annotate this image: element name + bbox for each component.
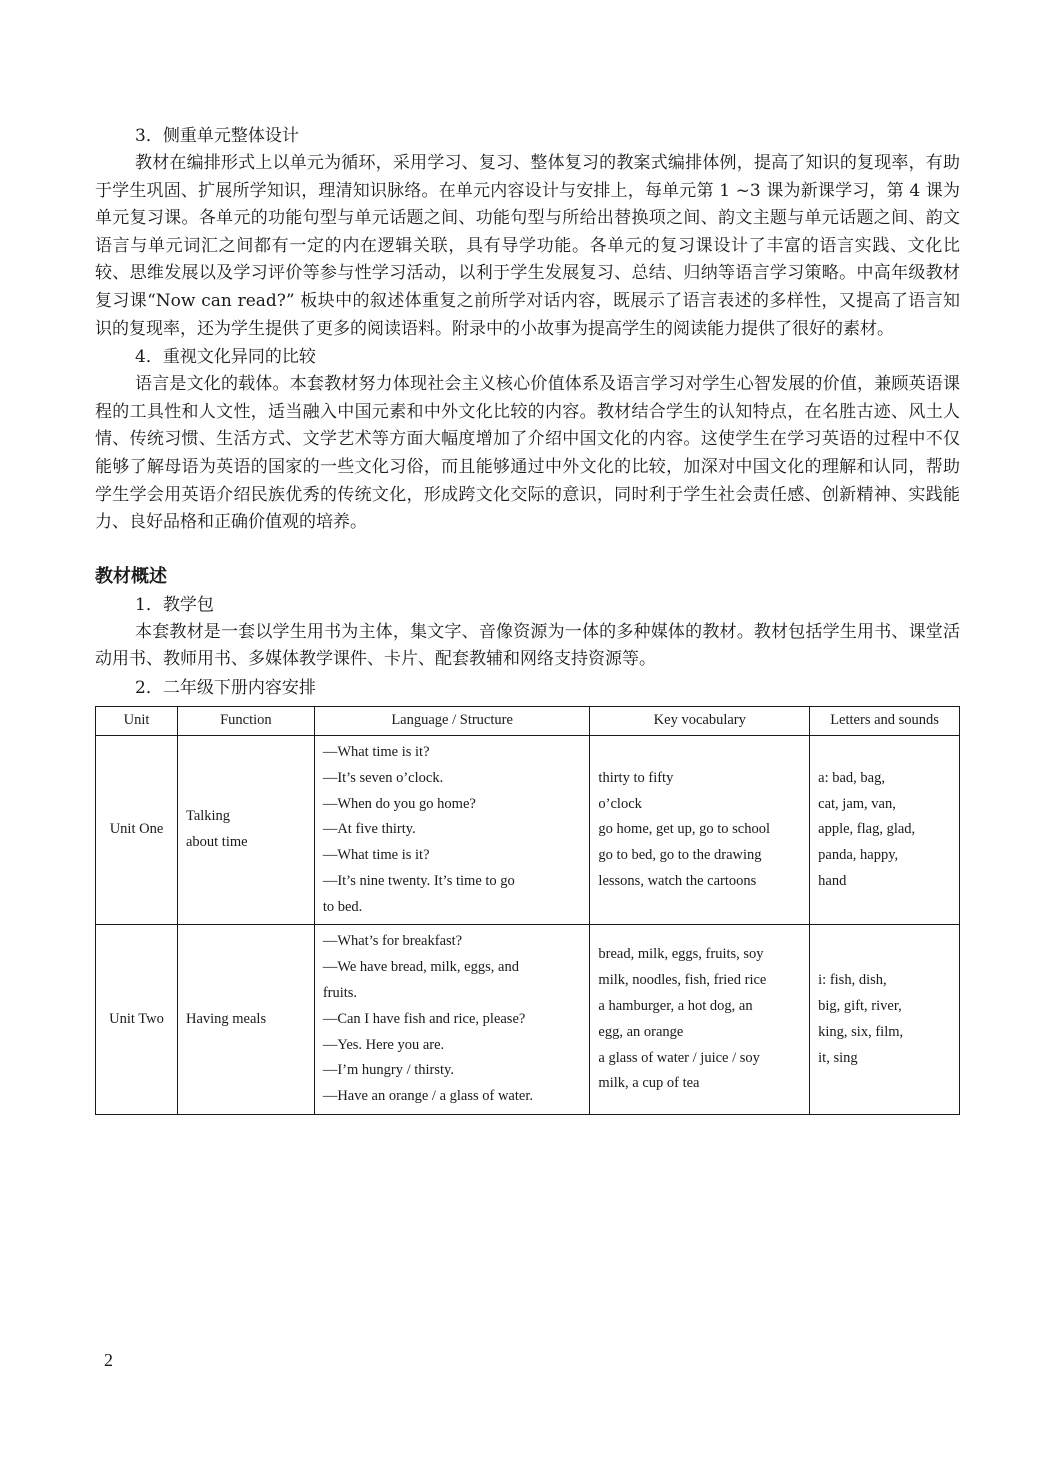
header-unit: Unit — [96, 706, 178, 735]
letters-line: it, sing — [818, 1049, 858, 1066]
unit-cell: Unit Two — [96, 925, 178, 1115]
language-cell — [314, 925, 590, 1115]
function-line: Having meals — [185, 1010, 267, 1027]
paragraph-teaching-pack: 本套教材是一套以学生用书为主体，集文字、音像资源为一体的多种媒体的教材。教材包括学生用书、课堂活动用书、教师用书、多媒体教学课件、卡片、配套教辅和网络支持资源等。 — [95, 621, 960, 670]
letters-line: big, gift, river, — [818, 997, 902, 1014]
page-number: 2 — [104, 1350, 113, 1370]
letters-line: hand — [818, 872, 847, 889]
function-line: Talking — [185, 808, 231, 825]
table-row — [96, 735, 960, 925]
language-line: —I’m hungry / thirsty. — [322, 1062, 454, 1079]
vocabulary-line: egg, an orange — [598, 1023, 684, 1040]
header-letters-sounds: Letters and sounds — [810, 706, 960, 735]
vocabulary-line: go to bed, go to the drawing — [598, 847, 762, 864]
paragraph-culture: 语言是文化的载体。本套教材努力体现社会主义核心价值体系及语言学习对学生心智发展的价值，兼顾英语课程的工具性和人文性，适当融入中国元素和中外文化比较的内容。教材结合学生的认知特点，在名胜古迹、风土人情、传统习惯、生活方式、文学艺术等方面大幅度增加了介绍中国文化的内容。这使学生在学习英语的过程中不仅能够了解母语为英语的国家的一些文化习俗，而且能够通过中外文化的比较，加深对中国文化的理解和认同，帮助学生学会用英语介绍民族优秀的传统文化，形成跨文化交际的意识，同时利于学生社会责任感、创新精神、实践能力、良好品格和正确价值观的培养。 — [95, 374, 960, 533]
language-line: —When do you go home? — [322, 795, 476, 812]
letters-cell — [810, 735, 960, 925]
section-heading-teaching-pack: 1．教学包 — [135, 594, 214, 615]
header-key-vocabulary: Key vocabulary — [590, 706, 810, 735]
language-line: —It’s nine twenty. It’s time to go — [322, 872, 515, 889]
section-heading-content-arrangement: 2．二年级下册内容安排 — [135, 677, 316, 698]
language-line: —What time is it? — [322, 743, 430, 760]
vocabulary-line: milk, a cup of tea — [598, 1075, 700, 1092]
vocabulary-cell — [590, 925, 810, 1115]
table-row — [96, 925, 960, 1115]
paragraph-unit-design: 教材在编排形式上以单元为循环，采用学习、复习、整体复习的教案式编排体例，提高了知识的复现率，有助于学生巩固、扩展所学知识，理清知识脉络。在单元内容设计与安排上，每单元第 1 ~3 课为新课学习，第 4 课为单元复习课。各单元的功能句型与单元话题之间、功能句型与所给出替换项之间、韵文主题与单元话题之间、韵文语言与单元词汇之间都有一定的内在逻辑关联，具有导学功能。各单元的复习课设计了丰富的语言实践、文化比较、思维发展以及学习评价等参与性学习活动，以利于学生发展复习、总结、归纳等语言学习策略。中高年级教材复习课“Now can read?” 板块中的叙述体重复之前所学对话内容，既展示了语言表述的多样性，又提高了语言知识的复现率，还为学生提供了更多的阅读语料。附录中的小故事为提高学生的阅读能力提供了很好的素材。 — [95, 153, 960, 339]
letters-line: cat, jam, van, — [818, 795, 896, 812]
language-cell — [314, 735, 590, 925]
section-heading-unit-design: 3．侧重单元整体设计 — [135, 126, 299, 146]
language-line: —At five thirty. — [322, 821, 416, 838]
language-line: —What time is it? — [322, 847, 430, 864]
language-line: —Yes. Here you are. — [322, 1036, 445, 1053]
header-language-structure: Language / Structure — [314, 706, 590, 735]
language-line: fruits. — [322, 985, 358, 1002]
vocabulary-line: a hamburger, a hot dog, an — [598, 997, 753, 1014]
section-heading-culture: 4．重视文化异同的比较 — [135, 347, 316, 368]
content-table — [95, 706, 960, 1115]
header-function: Function — [177, 706, 314, 735]
vocabulary-cell — [590, 735, 810, 925]
language-line: —We have bread, milk, eggs, and — [322, 959, 519, 976]
language-line: to bed. — [322, 898, 363, 915]
vocabulary-line: thirty to fifty — [598, 769, 674, 786]
letters-cell — [810, 925, 960, 1115]
letters-line: apple, flag, glad, — [818, 821, 916, 838]
vocabulary-line: go home, get up, go to school — [598, 821, 770, 838]
unit-cell: Unit One — [96, 735, 178, 925]
language-line: —Can I have fish and rice, please? — [322, 1010, 526, 1027]
vocabulary-line: milk, noodles, fish, fried rice — [598, 972, 767, 989]
language-line: —Have an orange / a glass of water. — [322, 1088, 533, 1105]
letters-line: panda, happy, — [818, 847, 899, 864]
letters-line: a: bad, bag, — [818, 769, 885, 786]
language-line: —It’s seven o’clock. — [322, 769, 444, 786]
vocabulary-line: bread, milk, eggs, fruits, soy — [598, 946, 764, 963]
vocabulary-line: o’clock — [598, 795, 642, 812]
function-cell — [177, 735, 314, 925]
document-page — [95, 122, 960, 1115]
function-line: about time — [185, 834, 248, 851]
language-line: —What’s for breakfast? — [322, 933, 463, 950]
section-title-overview: 教材概述 — [95, 565, 167, 587]
letters-line: king, six, film, — [818, 1023, 904, 1040]
table-header-row — [96, 706, 960, 735]
vocabulary-line: lessons, watch the cartoons — [598, 872, 757, 889]
vocabulary-line: a glass of water / juice / soy — [598, 1049, 760, 1066]
letters-line: i: fish, dish, — [818, 972, 887, 989]
function-cell — [177, 925, 314, 1115]
